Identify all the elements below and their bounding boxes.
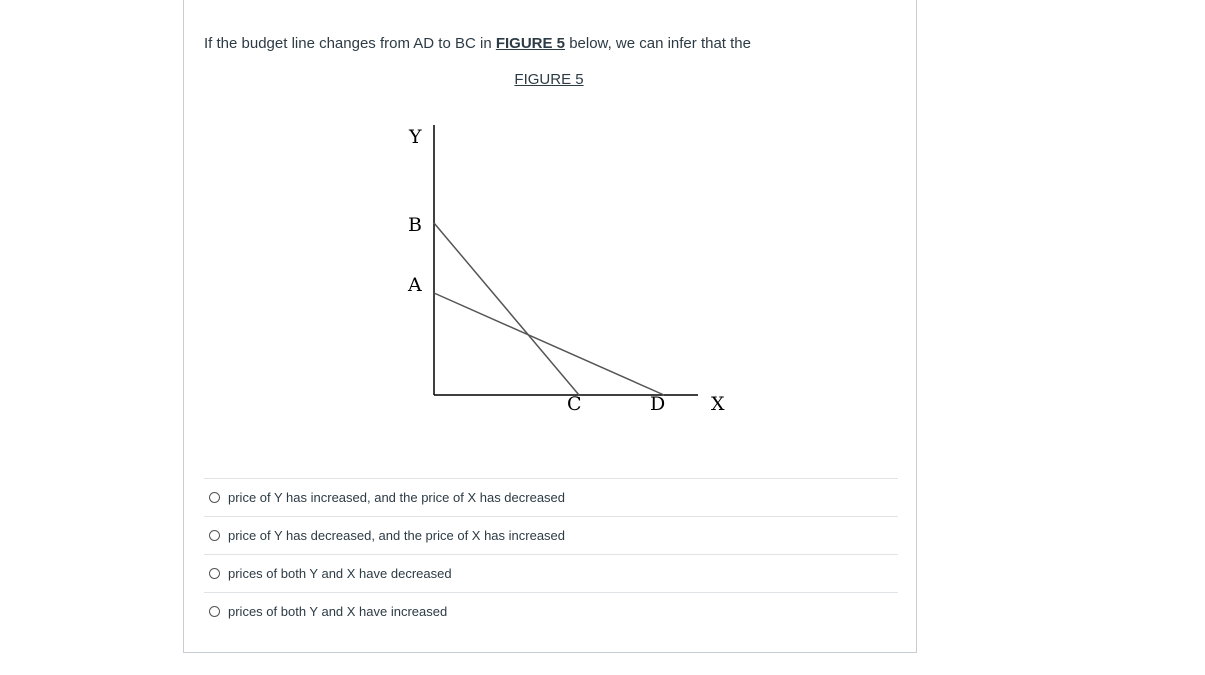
- y-axis-label: Y: [409, 126, 422, 148]
- question-card: [183, 0, 917, 653]
- answer-label-2: price of Y has decreased, and the price of X has increased: [228, 528, 566, 543]
- answer-label-4: prices of both Y and X have increased: [228, 604, 448, 619]
- radio-button-4[interactable]: [209, 606, 220, 617]
- radio-button-1[interactable]: [209, 492, 220, 503]
- point-d-label: D: [650, 393, 666, 415]
- point-a-label: A: [408, 274, 422, 296]
- question-text-before: If the budget line changes from AD to BC in: [204, 35, 496, 52]
- answer-list: [204, 478, 898, 630]
- question-text: [204, 34, 751, 54]
- radio-button-2[interactable]: [209, 530, 220, 541]
- answer-option-1[interactable]: [204, 478, 898, 516]
- answer-option-3[interactable]: [204, 554, 898, 592]
- question-text-after: below, we can infer that the: [565, 35, 751, 52]
- answer-option-2[interactable]: [204, 516, 898, 554]
- budget-line-bc: [434, 223, 579, 395]
- point-b-label: B: [408, 214, 422, 236]
- budget-line-ad: [434, 293, 664, 395]
- answer-label-1: price of Y has increased, and the price of X has decreased: [228, 490, 566, 505]
- point-c-label: C: [567, 393, 582, 415]
- radio-button-3[interactable]: [209, 568, 220, 579]
- figure-caption-link[interactable]: FIGURE 5: [514, 71, 584, 88]
- figure-link[interactable]: FIGURE 5: [495, 35, 566, 52]
- x-axis-label: X: [711, 393, 725, 415]
- figure-caption: [184, 70, 914, 90]
- budget-line-figure: [384, 113, 744, 423]
- answer-option-4[interactable]: [204, 592, 898, 630]
- answer-label-3: prices of both Y and X have decreased: [228, 566, 452, 581]
